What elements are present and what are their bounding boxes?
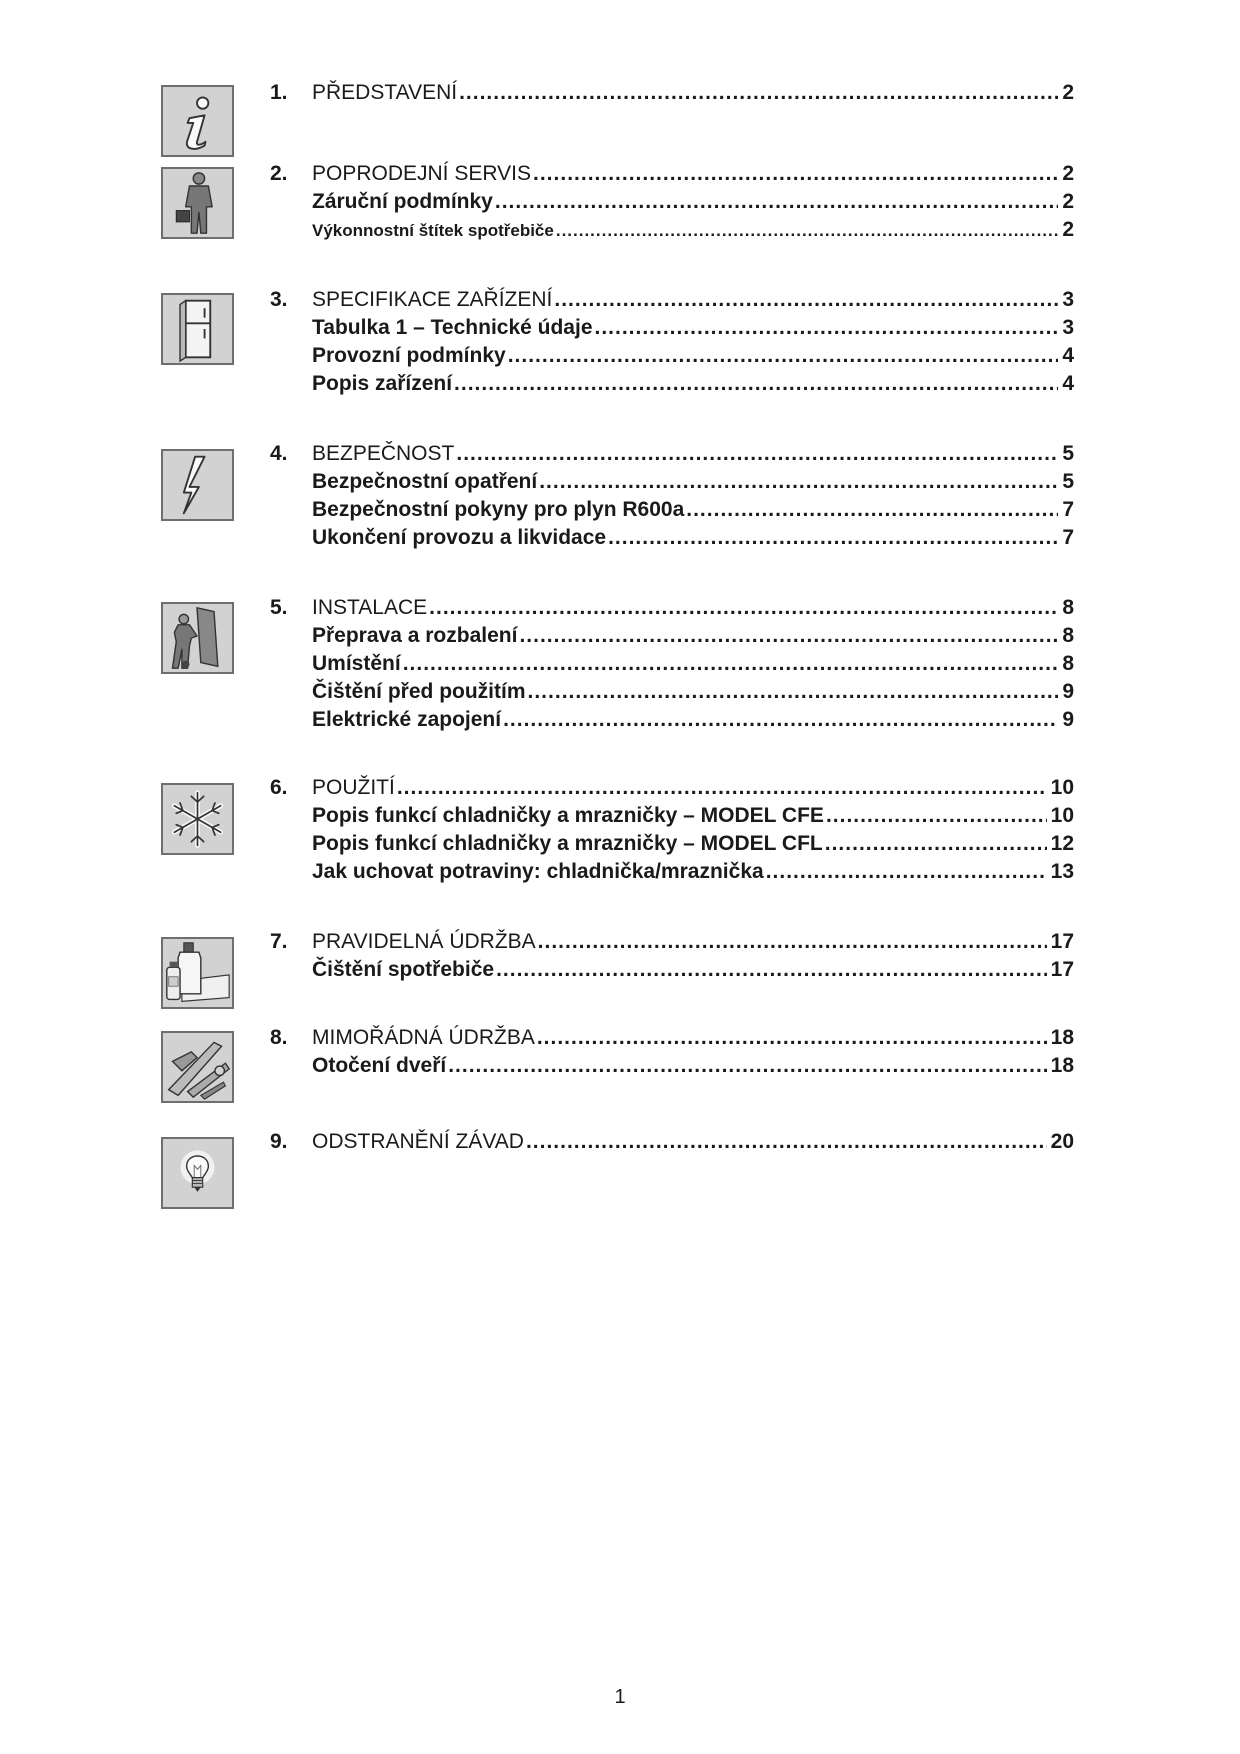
toc-leader-dots	[826, 802, 1047, 830]
toc-leader-dots	[519, 622, 1058, 650]
toc-leader-dots	[538, 928, 1047, 956]
toc-entry-1[interactable]	[270, 79, 1074, 107]
toc-subtitle: Popis zařízení	[312, 372, 453, 395]
toc-subentry[interactable]	[270, 678, 1074, 706]
toc-subentry[interactable]	[270, 188, 1074, 216]
toc-page: 8	[1062, 596, 1074, 619]
toc-page: 2	[1062, 162, 1074, 185]
toc-subentry[interactable]	[270, 858, 1074, 886]
toc-subtitle: Otočení dveří	[312, 1054, 447, 1077]
toc-leader-dots	[766, 858, 1047, 886]
toc-entry-3[interactable]	[270, 286, 1074, 314]
toc-leader-dots	[448, 1052, 1046, 1080]
toc-subtitle: Výkonnostní štítek spotřebiče	[312, 221, 554, 240]
toc-subtitle: Provozní podmínky	[312, 344, 506, 367]
toc-subentry[interactable]	[270, 370, 1074, 398]
toc-number: 8.	[270, 1026, 288, 1049]
toc-leader-dots	[825, 830, 1047, 858]
toc-leader-dots	[495, 188, 1058, 216]
toc-leader-dots	[496, 956, 1047, 984]
service-technician-icon	[161, 167, 234, 239]
toc-entry-8[interactable]	[270, 1024, 1074, 1052]
toc-subentry[interactable]	[270, 650, 1074, 678]
toc-number: 5.	[270, 596, 288, 619]
toc-leader-dots	[608, 524, 1058, 552]
toc-title: BEZPEČNOST	[312, 442, 455, 465]
toc-subtitle: Ukončení provozu a likvidace	[312, 526, 607, 549]
toc-subtitle: Popis funkcí chladničky a mrazničky – MODEL CFL	[312, 832, 823, 855]
toc-page: 10	[1050, 804, 1074, 827]
toc-number: 1.	[270, 81, 288, 104]
toc-entry-2[interactable]	[270, 160, 1074, 188]
toc-subtitle: Tabulka 1 – Technické údaje	[312, 316, 593, 339]
toc-leader-dots	[533, 160, 1058, 188]
toc-page: 8	[1062, 624, 1074, 647]
toc-subtitle: Umístění	[312, 652, 401, 675]
info-icon	[161, 85, 234, 157]
toc-number: 6.	[270, 776, 288, 799]
toc-leader-dots	[397, 774, 1047, 802]
toc-page: 12	[1050, 832, 1074, 855]
toc-page: 17	[1050, 930, 1074, 953]
toc-leader-dots	[454, 370, 1058, 398]
toc-page: 18	[1050, 1054, 1074, 1077]
toc-page: 5	[1062, 442, 1074, 465]
toc-number: 3.	[270, 288, 288, 311]
toc-page: 2	[1062, 81, 1074, 104]
toc-subtitle: Přeprava a rozbalení	[312, 624, 518, 647]
toc-title: PRAVIDELNÁ ÚDRŽBA	[312, 930, 536, 953]
toc-title: INSTALACE	[312, 596, 428, 619]
toc-leader-dots	[595, 314, 1059, 342]
toc-subentry[interactable]	[270, 802, 1074, 830]
toc-number: 9.	[270, 1130, 288, 1153]
fridge-icon	[161, 293, 234, 365]
toc-title: ODSTRANĚNÍ ZÁVAD	[312, 1130, 524, 1153]
toc-leader-dots	[526, 1128, 1047, 1156]
toc-subtitle: Bezpečnostní pokyny pro plyn R600a	[312, 498, 685, 521]
toc-page: 3	[1062, 316, 1074, 339]
toc-subtitle: Záruční podmínky	[312, 190, 493, 213]
toc-number: 7.	[270, 930, 288, 953]
toc-entry-6[interactable]	[270, 774, 1074, 802]
toc-subtitle: Čištění před použitím	[312, 680, 526, 703]
toc-leader-dots	[503, 706, 1058, 734]
toc-leader-dots	[459, 79, 1058, 107]
toc-subentry[interactable]	[270, 496, 1074, 524]
toc-subentry[interactable]	[270, 622, 1074, 650]
toc-subentry[interactable]	[270, 830, 1074, 858]
toc-leader-dots	[429, 594, 1058, 622]
toc-subtitle: Čištění spotřebiče	[312, 958, 495, 981]
toc-leader-dots	[456, 440, 1058, 468]
toc-entry-9[interactable]	[270, 1128, 1074, 1156]
toc-leader-dots	[537, 1024, 1047, 1052]
toc-leader-dots	[403, 650, 1059, 678]
toc-subtitle: Elektrické zapojení	[312, 708, 502, 731]
toc-title: SPECIFIKACE ZAŘÍZENÍ	[312, 288, 553, 311]
toc-page: 10	[1050, 776, 1074, 799]
toc-entry-7[interactable]	[270, 928, 1074, 956]
toc-page: 4	[1062, 372, 1074, 395]
toc-page: 13	[1050, 860, 1074, 883]
toc-subentry[interactable]	[270, 524, 1074, 552]
toc-page: 8	[1062, 652, 1074, 675]
toc-title: POUŽITÍ	[312, 776, 395, 799]
toc-subentry[interactable]	[270, 216, 1074, 244]
toc-subentry[interactable]	[270, 342, 1074, 370]
toc-page: 2	[1062, 190, 1074, 213]
toc-leader-dots	[508, 342, 1059, 370]
toc-title: MIMOŘÁDNÁ ÚDRŽBA	[312, 1026, 535, 1049]
toc-title: PŘEDSTAVENÍ	[312, 81, 458, 104]
toc-page: 9	[1062, 708, 1074, 731]
toc-leader-dots	[528, 678, 1059, 706]
toc-subtitle: Bezpečnostní opatření	[312, 470, 538, 493]
tools-icon	[161, 1031, 234, 1103]
toc-entry-4[interactable]	[270, 440, 1074, 468]
toc-number: 4.	[270, 442, 288, 465]
toc-page: 4	[1062, 344, 1074, 367]
toc-leader-dots	[539, 468, 1058, 496]
toc-page: 9	[1062, 680, 1074, 703]
toc-page: 5	[1062, 470, 1074, 493]
toc-page: 7	[1062, 526, 1074, 549]
toc-leader-dots	[556, 217, 1058, 245]
toc-subentry[interactable]	[270, 1052, 1074, 1080]
toc-subtitle: Popis funkcí chladničky a mrazničky – MODEL CFE	[312, 804, 824, 827]
toc-page: 3	[1062, 288, 1074, 311]
snowflake-icon	[161, 783, 234, 855]
cleaning-bottles-icon	[161, 937, 234, 1009]
lightning-icon	[161, 449, 234, 521]
toc-page: 2	[1062, 218, 1074, 241]
toc-page: 20	[1050, 1130, 1074, 1153]
toc-entry-5[interactable]	[270, 594, 1074, 622]
toc-subtitle: Jak uchovat potraviny: chladnička/mraznička	[312, 860, 764, 883]
toc-page: 17	[1050, 958, 1074, 981]
toc-leader-dots	[554, 286, 1058, 314]
page-number: 1	[614, 1686, 626, 1708]
toc-subentry[interactable]	[270, 314, 1074, 342]
toc-page: 18	[1050, 1026, 1074, 1049]
toc-title: POPRODEJNÍ SERVIS	[312, 162, 532, 185]
light-bulb-icon	[161, 1137, 234, 1209]
toc-page: 7	[1062, 498, 1074, 521]
toc-subentry[interactable]	[270, 956, 1074, 984]
toc-subentry[interactable]	[270, 468, 1074, 496]
toc-subentry[interactable]	[270, 706, 1074, 734]
installation-icon	[161, 602, 234, 674]
toc-leader-dots	[686, 496, 1058, 524]
toc-number: 2.	[270, 162, 288, 185]
